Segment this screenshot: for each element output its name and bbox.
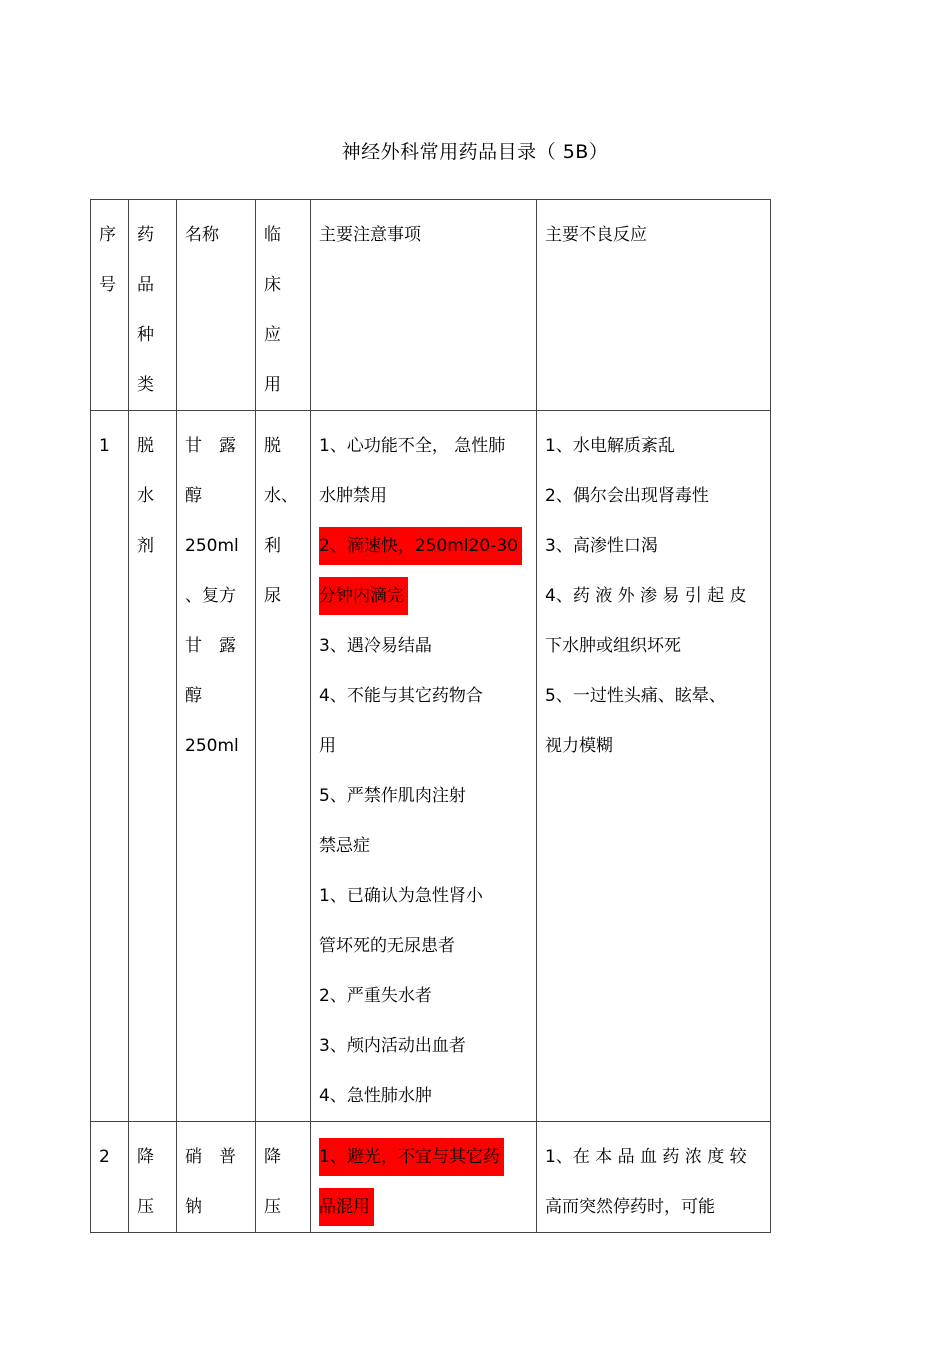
cell-name — [177, 1122, 256, 1233]
header-clinical — [256, 200, 311, 411]
header-clinical-char: 应 — [264, 325, 281, 345]
header-clinical-char: 床 — [264, 275, 281, 295]
precaution-text: 1、心功能不全， 急性肺 — [319, 436, 506, 456]
precaution-text: 4、急性肺水肿 — [319, 1086, 432, 1106]
cell-no — [91, 411, 129, 1122]
clinical-char: 压 — [264, 1197, 281, 1217]
name-line: 甘 露 — [185, 636, 236, 656]
row-number: 1 — [99, 436, 110, 456]
precaution-line — [319, 871, 528, 921]
name-line: 、复方 — [185, 586, 236, 606]
clinical-char: 利 — [264, 536, 281, 556]
cell-adverse — [537, 1122, 771, 1233]
drug-table — [90, 199, 771, 1233]
category-char: 压 — [137, 1197, 154, 1217]
name-line: 甘 露 — [185, 436, 236, 456]
adverse-line: 4、药 液 外 渗 易 引 起 皮 — [545, 586, 747, 606]
highlighted-precaution-line — [319, 521, 528, 571]
precaution-line — [319, 971, 528, 1021]
precaution-line — [319, 671, 528, 721]
table-header-row — [91, 200, 771, 411]
header-category — [129, 200, 177, 411]
table-row — [91, 411, 771, 1122]
page-title: 神经外科常用药品目录（ 5B） — [341, 141, 609, 163]
header-precautions — [311, 200, 537, 411]
cell-name — [177, 411, 256, 1122]
clinical-char: 水、 — [264, 486, 298, 506]
highlighted-precaution-line — [319, 1182, 528, 1232]
row-number: 2 — [99, 1147, 110, 1167]
precaution-text: 用 — [319, 736, 336, 756]
precaution-line — [319, 471, 528, 521]
precaution-text: 4、不能与其它药物合 — [319, 686, 483, 706]
cell-adverse — [537, 411, 771, 1122]
precaution-text: 3、颅内活动出血者 — [319, 1036, 466, 1056]
header-precautions-label: 主要注意事项 — [319, 225, 421, 245]
clinical-char: 尿 — [264, 586, 281, 606]
adverse-line: 5、一过性头痛、眩晕、 — [545, 686, 726, 706]
name-line: 硝 普 — [185, 1147, 236, 1167]
precaution-text: 管坏死的无尿患者 — [319, 936, 455, 956]
header-name — [177, 200, 256, 411]
category-char: 脱 — [137, 436, 154, 456]
header-category-char: 种 — [137, 325, 154, 345]
adverse-line: 视力模糊 — [545, 736, 613, 756]
header-clinical-char: 临 — [264, 225, 281, 245]
highlighted-precaution-line — [319, 571, 528, 621]
cell-no — [91, 1122, 129, 1233]
adverse-line: 下水肿或组织坏死 — [545, 636, 681, 656]
header-category-char: 品 — [137, 275, 154, 295]
cell-category — [129, 1122, 177, 1233]
cell-precautions — [311, 411, 537, 1122]
precaution-text: 5、严禁作肌肉注射 — [319, 786, 466, 806]
precaution-text: 1、避光，不宜与其它药 — [319, 1138, 504, 1176]
category-char: 剂 — [137, 536, 154, 556]
precaution-text: 2、严重失水者 — [319, 986, 432, 1006]
name-line: 醇 — [185, 686, 202, 706]
header-name-label: 名称 — [185, 225, 219, 245]
adverse-line: 1、在 本 品 血 药 浓 度 较 — [545, 1147, 747, 1167]
clinical-char: 降 — [264, 1147, 281, 1167]
cell-clinical — [256, 1122, 311, 1233]
cell-precautions — [311, 1122, 537, 1233]
precaution-line — [319, 771, 528, 821]
cell-category — [129, 411, 177, 1122]
category-char: 降 — [137, 1147, 154, 1167]
precaution-text: 品混用 — [319, 1188, 374, 1226]
adverse-line: 高而突然停药时，可能 — [545, 1197, 715, 1217]
precaution-text: 水肿禁用 — [319, 486, 387, 506]
adverse-line: 1、水电解质紊乱 — [545, 436, 675, 456]
adverse-line: 3、高渗性口渴 — [545, 536, 658, 556]
header-adverse-label: 主要不良反应 — [545, 225, 647, 245]
precaution-line — [319, 1021, 528, 1071]
precaution-text: 3、遇冷易结晶 — [319, 636, 432, 656]
header-category-char: 类 — [137, 375, 154, 395]
cell-clinical — [256, 411, 311, 1122]
precaution-line — [319, 621, 528, 671]
precaution-line — [319, 421, 528, 471]
precaution-line — [319, 921, 528, 971]
header-category-char: 药 — [137, 225, 154, 245]
name-line: 醇 — [185, 486, 202, 506]
clinical-char: 脱 — [264, 436, 281, 456]
precaution-text: 分钟内滴完 — [319, 577, 408, 615]
precaution-text: 2、滴速快，250ml20-30 — [319, 527, 522, 565]
precaution-text: 禁忌症 — [319, 836, 370, 856]
header-no-char: 序 — [99, 225, 116, 245]
header-clinical-char: 用 — [264, 375, 281, 395]
name-line: 250ml — [185, 536, 239, 556]
precaution-text: 1、已确认为急性肾小 — [319, 886, 483, 906]
header-adverse — [537, 200, 771, 411]
precaution-line — [319, 821, 528, 871]
table-row — [91, 1122, 771, 1233]
precaution-line — [319, 721, 528, 771]
name-line: 250ml — [185, 736, 239, 756]
precaution-line — [319, 1071, 528, 1121]
header-no-char: 号 — [99, 275, 116, 295]
highlighted-precaution-line — [319, 1132, 528, 1182]
adverse-line: 2、偶尔会出现肾毒性 — [545, 486, 709, 506]
name-line: 钠 — [185, 1197, 202, 1217]
header-no — [91, 200, 129, 411]
category-char: 水 — [137, 486, 154, 506]
